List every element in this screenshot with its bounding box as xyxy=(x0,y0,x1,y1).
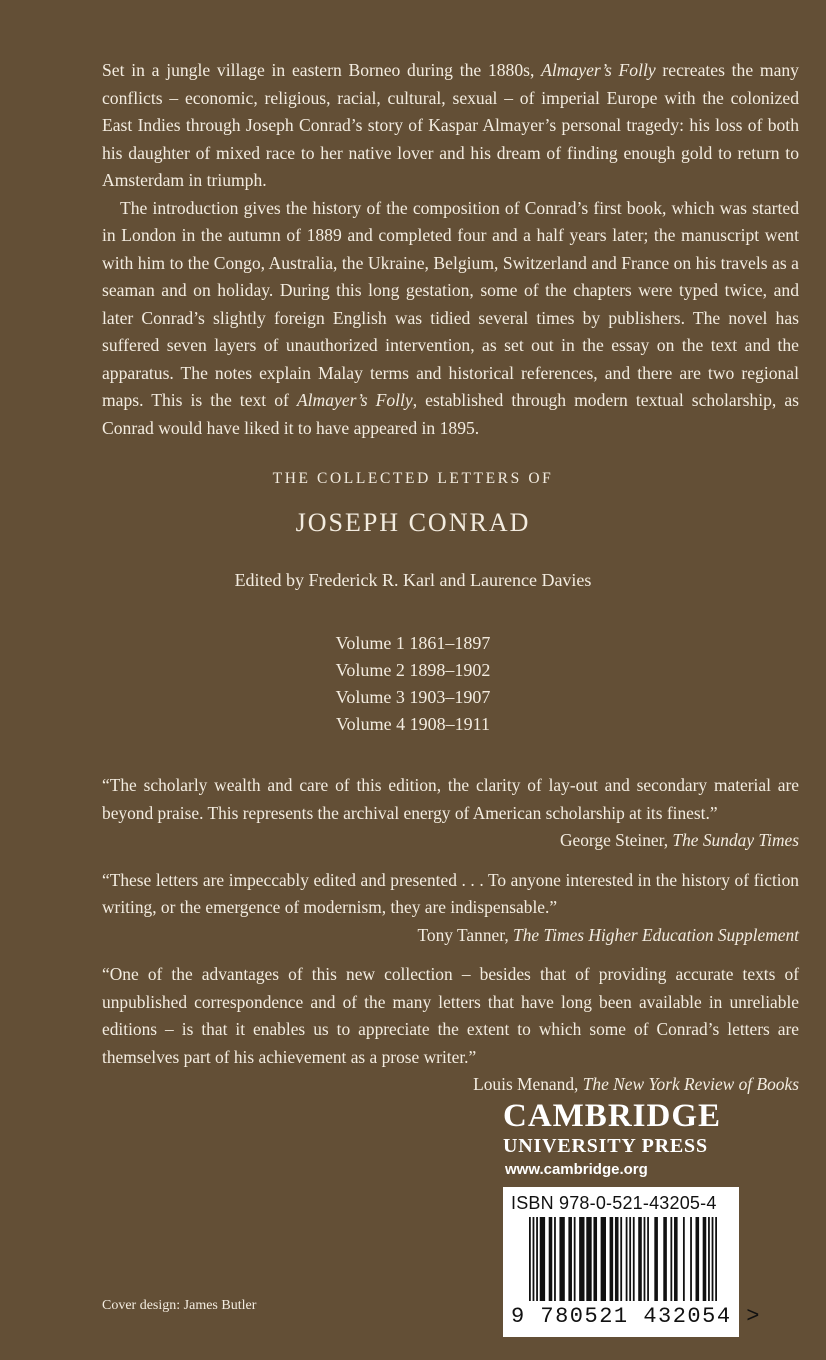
volume-item: Volume 2 1898–1902 xyxy=(335,660,491,680)
isbn-label: ISBN 978-0-521-43205-4 xyxy=(511,1193,717,1213)
barcode-bar xyxy=(647,1217,649,1301)
barcode-bar xyxy=(708,1217,710,1301)
review-2 xyxy=(102,867,799,950)
series-editors: Edited by Frederick R. Karl and Laurence Davies xyxy=(234,570,592,590)
volume-item: Volume 4 1908–1911 xyxy=(335,714,490,734)
review-source: The New York Review of Books xyxy=(582,1074,799,1094)
series-heading: THE COLLECTED LETTERS OF xyxy=(272,470,554,487)
barcode-bar xyxy=(696,1217,700,1301)
barcode-bar xyxy=(715,1217,717,1301)
barcode-bar xyxy=(644,1217,646,1301)
barcode-bar xyxy=(703,1217,707,1301)
barcode-bar xyxy=(554,1217,556,1301)
review-attribution xyxy=(102,1071,799,1099)
book-title-italic: Almayer’s Folly xyxy=(296,390,413,410)
reviewer-name: Tony Tanner, xyxy=(417,924,514,945)
publisher-subname: UNIVERSITY PRESS xyxy=(503,1135,708,1157)
barcode-icon xyxy=(529,1217,719,1303)
description-text: , established through modern textual scholarship, as Conrad would have liked it to have appeared in 1895. xyxy=(102,390,799,438)
barcode-bar xyxy=(620,1217,622,1301)
description-paragraph-1 xyxy=(102,57,799,195)
barcode-bar xyxy=(712,1217,714,1301)
barcode-bar xyxy=(529,1217,531,1301)
barcode-bar xyxy=(574,1217,576,1301)
barcode-bar xyxy=(586,1217,591,1301)
volume-item: Volume 3 1903–1907 xyxy=(335,687,491,707)
review-source: The Sunday Times xyxy=(672,830,799,850)
barcode-bar xyxy=(633,1217,635,1301)
description-text: recreates the many conflicts – economic, religious, racial, cultural, sexual – of imperial Europe with the colonized East Indies through Joseph Conrad’s story of Kaspar Almayer’s personal tragedy: his loss of both his daughter of mixed race to her native lover and his dream of finding enough gold to return to Amsterdam in triumph. xyxy=(102,60,799,190)
book-description xyxy=(102,57,799,442)
cover-design-credit: Cover design: James Butler xyxy=(102,1298,257,1313)
barcode-bar xyxy=(568,1217,572,1301)
publisher-name: CAMBRIDGE xyxy=(503,1098,722,1134)
barcode-bar xyxy=(549,1217,553,1301)
publisher-logo xyxy=(503,1098,737,1178)
volume-list xyxy=(0,630,826,738)
publisher-url: www.cambridge.org xyxy=(505,1161,648,1178)
review-attribution xyxy=(102,827,799,855)
barcode-bar xyxy=(654,1217,658,1301)
book-title-italic: Almayer’s Folly xyxy=(541,60,656,80)
barcode-bar xyxy=(670,1217,672,1301)
barcode-bar xyxy=(601,1217,606,1301)
description-text: The introduction gives the history of the composition of Conrad’s first book, which was started in London in the autumn of 1889 and completed four and a half years later; the manuscript went with him to the Congo, Australia, the Ukraine, Belgium, Switzerland and France on his travels as a seaman and on holiday. During this long gestation, some of the chapters were typed twice, and later Conrad’s slightly foreign English was tidied several times by publishers. The novel has suffered seven layers of unauthorized intervention, as set out in the essay on the text and the apparatus. The notes explain Malay terms and historical references, and there are two regional maps. This is the text of xyxy=(102,197,799,410)
barcode-bar xyxy=(536,1217,538,1301)
barcode-bar xyxy=(579,1217,584,1301)
description-paragraph-2 xyxy=(102,195,799,443)
barcode-bar xyxy=(615,1217,619,1301)
barcode-bar xyxy=(663,1217,667,1301)
barcode-bar xyxy=(626,1217,628,1301)
review-attribution xyxy=(102,922,799,950)
reviewer-name: Louis Menand, xyxy=(473,1074,583,1094)
description-text: Set in a jungle village in eastern Borneo during the 1880s, xyxy=(102,60,542,80)
review-source: The Times Higher Education Supplement xyxy=(513,924,799,945)
barcode-bar xyxy=(683,1217,685,1301)
barcode-bar xyxy=(629,1217,631,1301)
review-quote: “These letters are impeccably edited and presented . . . To anyone interested in the history of fiction writing, or the emergence of modernism, they are indispensable.” xyxy=(102,869,799,917)
barcode-bar xyxy=(638,1217,642,1301)
review-quote: “One of the advantages of this new collection – besides that of providing accurate texts of unpublished correspondence and of the many letters that have long been available in unreliable editions – is that it enables us to appreciate the extent to which some of Conrad’s letters are themselves part of his achievement as a prose writer.” xyxy=(102,964,799,1067)
review-quotes xyxy=(102,772,799,1111)
barcode-bar xyxy=(533,1217,535,1301)
reviewer-name: George Steiner, xyxy=(559,830,673,850)
barcode-bar xyxy=(690,1217,692,1301)
review-3 xyxy=(102,961,799,1099)
barcode-bar xyxy=(559,1217,564,1301)
barcode-bar xyxy=(610,1217,614,1301)
review-1 xyxy=(102,772,799,855)
barcode-digits: 9 780521 432054 > xyxy=(511,1304,761,1329)
barcode-bar xyxy=(593,1217,597,1301)
series-author: JOSEPH CONRAD xyxy=(295,508,531,537)
barcode-bar xyxy=(674,1217,678,1301)
barcode-bar xyxy=(540,1217,545,1301)
volume-item: Volume 1 1861–1897 xyxy=(335,633,491,653)
isbn-barcode xyxy=(503,1187,761,1337)
review-quote: “The scholarly wealth and care of this edition, the clarity of lay-out and secondary material are beyond praise. This represents the archival energy of American scholarship at its finest.” xyxy=(102,775,799,823)
